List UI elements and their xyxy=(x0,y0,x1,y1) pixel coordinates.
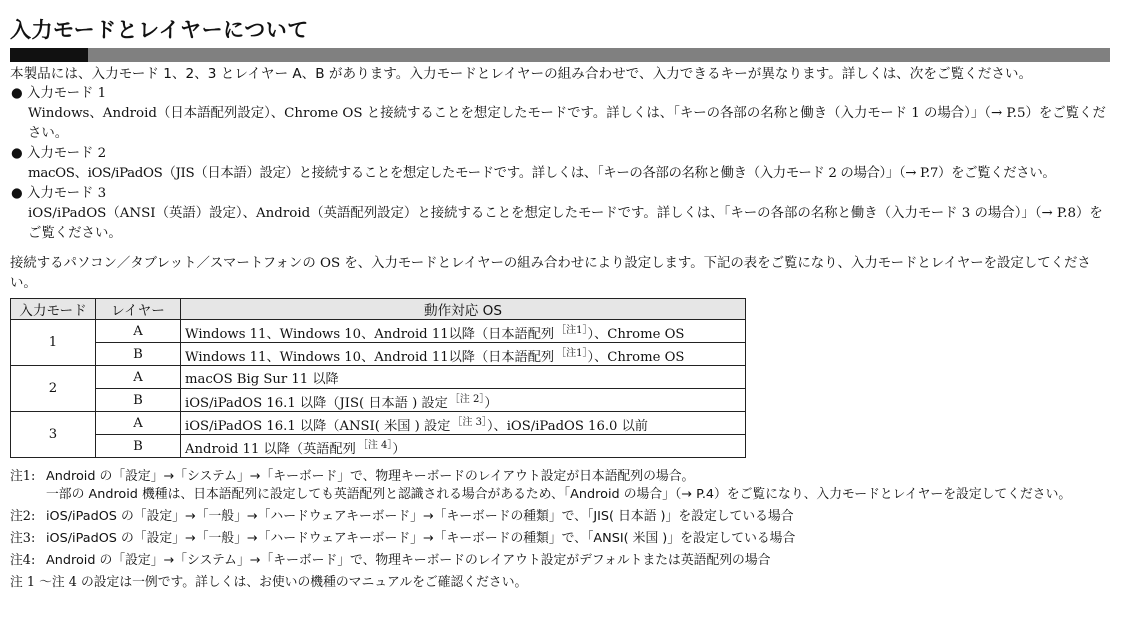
layer-cell: B xyxy=(96,389,181,412)
footnote-summary-label: 注 1 〜注 4 の設定は一例です。 xyxy=(10,575,196,590)
footnote-4 xyxy=(10,552,1110,570)
os-compatibility-table xyxy=(10,298,746,458)
setup-paragraph: 接続するパソコン／タブレット／スマートフォンの OS を、入力モードとレイヤーの組み合わせにより設定します。下記の表をご覧になり、入力モードとレイヤーを設定してください。 xyxy=(10,256,1091,291)
footnote-label: 注1: xyxy=(10,469,36,484)
os-text: Windows 11、Windows 10、Android 11以降（日本語配列 xyxy=(185,326,555,342)
mode-heading xyxy=(11,84,1110,104)
footnote-label: 注3: xyxy=(10,531,36,546)
os-text-after: ）、Chrome OS xyxy=(587,326,685,342)
mode-list xyxy=(10,84,1110,244)
table-row xyxy=(11,412,746,435)
title-underline-bar xyxy=(10,48,1110,62)
bullet-icon: ● xyxy=(11,186,23,201)
footnote-line: 一部の Android 機種は、日本語配列に設定しても英語配列と認識される場合があるため、「Android の場合」（→ P.4）をご覧になり、入力モードとレイヤーを設定してください。 xyxy=(46,487,1072,502)
table-row xyxy=(11,320,746,343)
layer-cell: A xyxy=(96,320,181,343)
mode-item xyxy=(10,144,1110,184)
footnote-1 xyxy=(10,468,1110,504)
os-cell xyxy=(181,366,746,389)
bullet-icon: ● xyxy=(11,86,23,101)
mode-heading-text: 入力モード 2 xyxy=(27,146,107,161)
os-text: iOS/iPadOS 16.1 以降（ANSI( 米国 ) 設定 xyxy=(185,418,451,434)
footnote-summary-text: 詳しくは、お使いの機種のマニュアルをご確認ください。 xyxy=(195,575,528,590)
os-text: Android 11 以降（英語配列 xyxy=(185,441,356,457)
header-layer: レイヤー xyxy=(96,299,181,320)
intro-paragraph: 本製品には、入力モード 1、2、3 とレイヤー A、B があります。入力モードとレイヤーの組み合わせで、入力できるキーが異なります。詳しくは、次をご覧ください。 xyxy=(10,66,1033,82)
os-cell xyxy=(181,343,746,366)
layer-cell: B xyxy=(96,343,181,366)
mode-cell: 1 xyxy=(11,320,96,366)
os-text-after: ）、iOS/iPadOS 16.0 以前 xyxy=(486,418,648,434)
note-ref: ［注1］ xyxy=(556,324,588,336)
mode-cell: 3 xyxy=(11,412,96,458)
mode-description: Windows、Android（日本語配列設定）、Chrome OS と接続することを想定したモードです。詳しくは、「キーの各部の名称と働き（入力モード 1 の場合）」（→ P.5）をご覧ください。 xyxy=(28,106,1106,141)
mode-item xyxy=(10,84,1110,144)
footnote-line: Android の「設定」→「システム」→「キーボード」で、物理キーボードのレイアウト設定が日本語配列の場合。 xyxy=(46,469,695,484)
mode-heading xyxy=(11,184,1110,204)
header-input-mode: 入力モード xyxy=(11,299,96,320)
mode-item xyxy=(10,184,1110,244)
note-ref: ［注 2］ xyxy=(449,393,485,405)
os-text: Windows 11、Windows 10、Android 11以降（日本語配列 xyxy=(185,349,555,365)
mode-description: iOS/iPadOS（ANSI（英語）設定）、Android（英語配列設定）と接続することを想定したモードです。詳しくは、「キーの各部の名称と働き（入力モード 3 の場合）」（→ P.8）をご覧ください。 xyxy=(28,206,1103,241)
manual-page xyxy=(10,0,1110,592)
header-supported-os: 動作対応 OS xyxy=(181,299,746,320)
layer-cell: B xyxy=(96,435,181,458)
footnote-label: 注2: xyxy=(10,509,36,524)
footnote-2 xyxy=(10,508,1110,526)
footnote-label: 注4: xyxy=(10,553,36,568)
os-text: macOS Big Sur 11 以降 xyxy=(185,371,339,387)
table-header-row xyxy=(11,299,746,320)
layer-cell: A xyxy=(96,366,181,389)
os-text-after: ） xyxy=(392,441,406,457)
footnote-summary xyxy=(10,574,1110,592)
footnote-body xyxy=(46,468,1110,504)
note-ref: ［注 4］ xyxy=(357,439,393,451)
os-text: iOS/iPadOS 16.1 以降（JIS( 日本語 ) 設定 xyxy=(185,395,448,411)
footnote-body: iOS/iPadOS の「設定」→「一般」→「ハードウェアキーボード」→「キーボードの種類」で、「JIS( 日本語 )」を設定している場合 xyxy=(46,509,794,524)
mode-heading-text: 入力モード 3 xyxy=(27,186,107,201)
os-cell xyxy=(181,435,746,458)
os-cell xyxy=(181,412,746,435)
note-ref: ［注 3］ xyxy=(452,416,487,428)
note-ref: ［注1］ xyxy=(556,347,588,359)
table-row xyxy=(11,366,746,389)
bullet-icon: ● xyxy=(11,146,23,161)
mode-cell: 2 xyxy=(11,366,96,412)
title-bar-accent xyxy=(10,48,88,62)
table-row xyxy=(11,389,746,412)
os-cell xyxy=(181,320,746,343)
footnote-body: iOS/iPadOS の「設定」→「一般」→「ハードウェアキーボード」→「キーボードの種類」で、「ANSI( 米国 )」を設定している場合 xyxy=(46,531,796,546)
footnote-body: Android の「設定」→「システム」→「キーボード」で、物理キーボードのレイアウト設定がデフォルトまたは英語配列の場合 xyxy=(46,553,771,568)
os-cell xyxy=(181,389,746,412)
page-title: 入力モードとレイヤーについて xyxy=(10,18,309,42)
footnote-3 xyxy=(10,530,1110,548)
mode-heading-text: 入力モード 1 xyxy=(27,86,107,101)
table-row xyxy=(11,343,746,366)
mode-description: macOS、iOS/iPadOS（JIS（日本語）設定）と接続することを想定したモードです。詳しくは、「キーの各部の名称と働き（入力モード 2 の場合）」（→ P.7）をご覧ください。 xyxy=(28,166,1056,181)
layer-cell: A xyxy=(96,412,181,435)
os-text-after: ） xyxy=(484,395,498,411)
mode-heading xyxy=(11,144,1110,164)
os-text-after: ）、Chrome OS xyxy=(587,349,685,365)
footnotes xyxy=(10,468,1110,592)
table-row xyxy=(11,435,746,458)
